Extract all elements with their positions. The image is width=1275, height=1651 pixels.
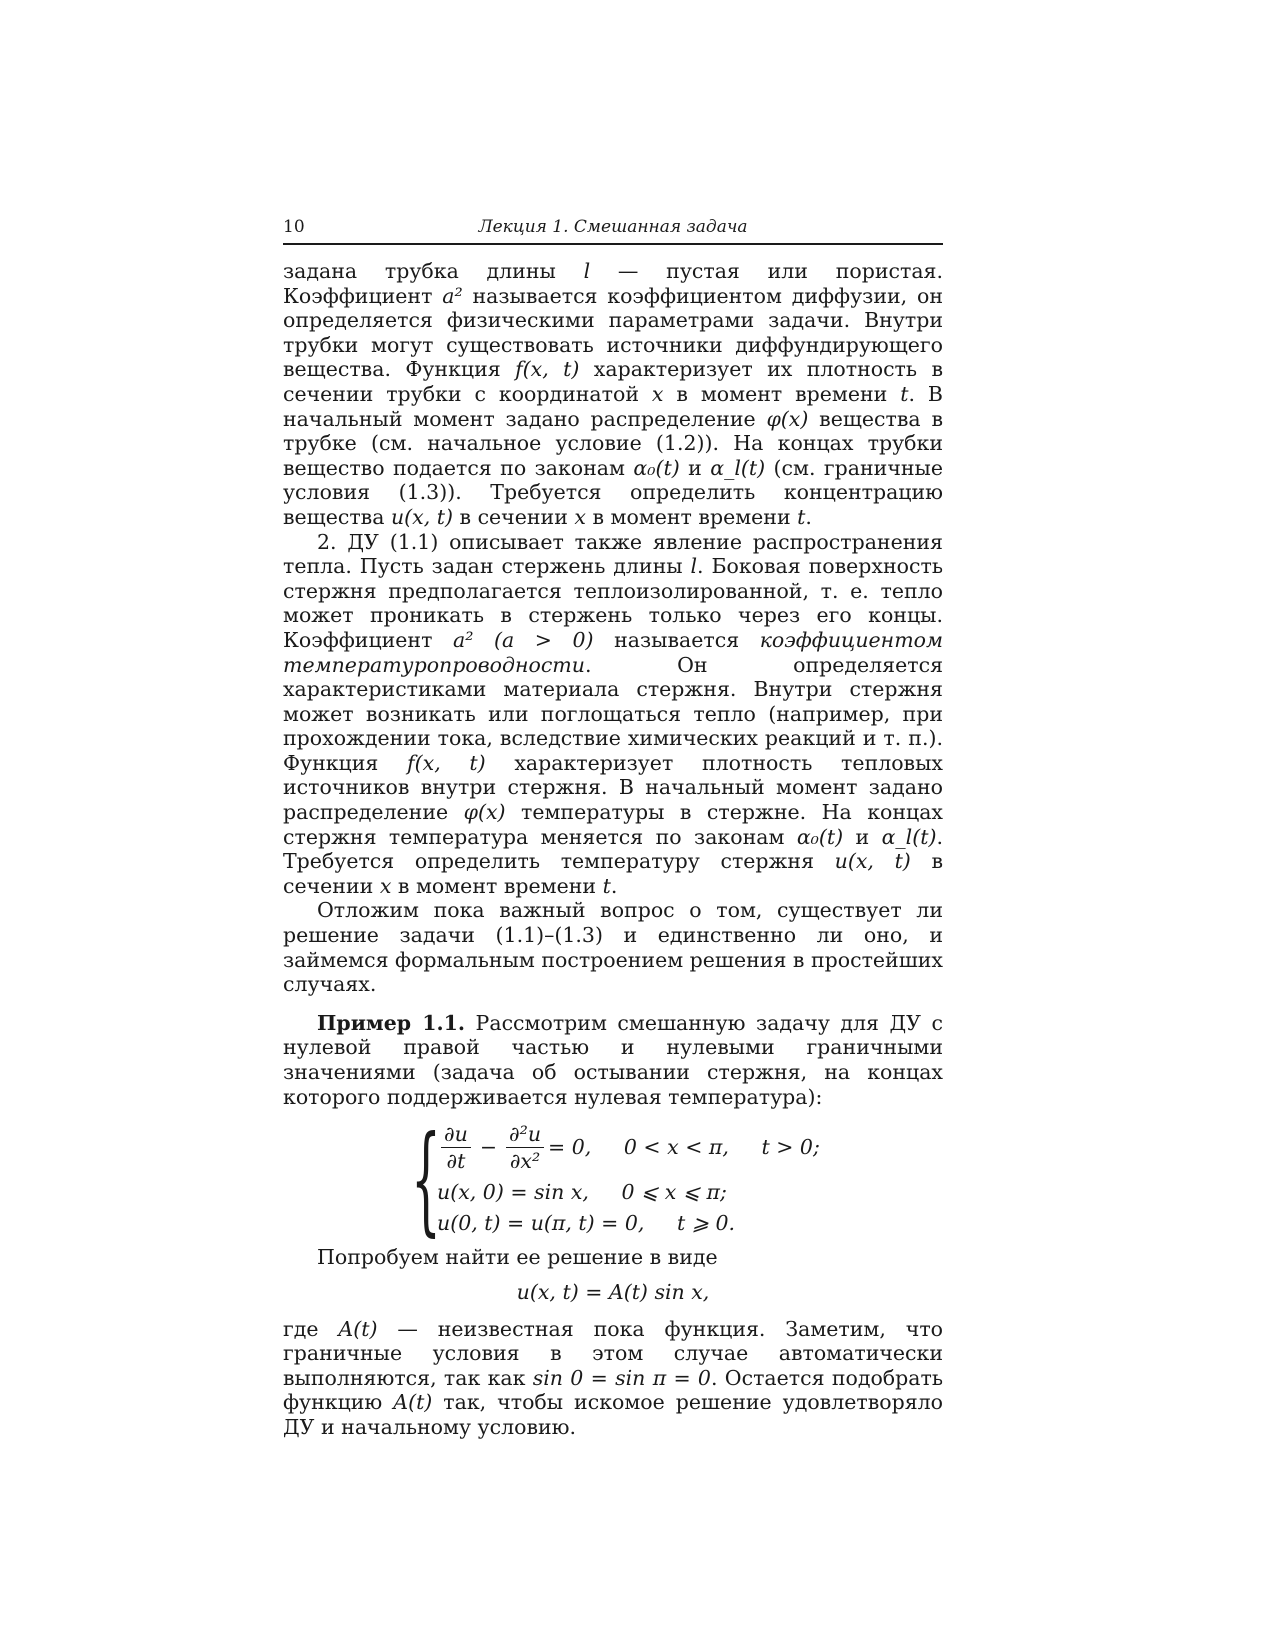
document-page [283, 215, 943, 1440]
math-f-x-t: f(x, t) [515, 357, 580, 382]
page-number: 10 [283, 217, 305, 237]
fraction-d2u-dx2: $\frac{\text{∂²u}}{\text{∂x²}}$ [506, 1121, 544, 1174]
math-a-positive: (a > 0) [494, 627, 594, 652]
math-u-x-t: u(x, t) [390, 504, 453, 529]
math-x: x [379, 873, 392, 898]
math-phi-x: φ(x) [766, 406, 809, 431]
paragraph-postpone: Отложим пока важный вопрос о том, существует ли решение задачи (1.1)–(1.3) и единственно ли оно, и займемся формальным построением решения в простейших случаях. [283, 898, 943, 997]
math-f-x-t: f(x, t) [407, 750, 486, 775]
math-alphal-t: α_l(t) [881, 824, 937, 849]
math-l: l [583, 259, 591, 283]
solution-form-equation: u(x, t) = A(t) sin x, [516, 1279, 710, 1304]
paragraph-try-solution: Попробуем найти ее решение в виде [317, 1245, 718, 1270]
math-alpha0-t: α₀(t) [796, 824, 844, 849]
math-t: t [797, 504, 806, 529]
fraction-du-dt: $\frac{\partial u}{\partial t}$ [441, 1121, 471, 1174]
running-title: Лекция 1. Смешанная задача [478, 217, 748, 237]
math-A-t: A(t) [393, 1390, 433, 1415]
math-l: l [690, 554, 698, 579]
example-text: Рассмотрим смешанную задачу для ДУ с нулевой правой частью и нулевыми граничными значениями (задача об остывании стержня, на концах которого поддерживается нулевая температура): [283, 1010, 943, 1109]
math-alpha0-t: α₀(t) [633, 455, 680, 480]
pde-conditions: = 0, 0 < x < π, t > 0; [548, 1135, 820, 1160]
math-a-squared: a² [452, 627, 474, 652]
term-thermal-diffusivity: коэффициентом температуропроводности [283, 627, 943, 677]
paragraph-where: где A(t) — неизвестная пока функция. Заметим, что граничные условия в этом случае автоматически выполняются, так как sin 0 = sin π = 0. Остается подобрать функцию A(t) так, чтобы искомое решение удовлетворяло ДУ и начальному условию. [283, 1316, 944, 1439]
math-a-squared: a² [442, 283, 463, 308]
math-sin-identity: sin 0 = sin π = 0 [532, 1365, 711, 1390]
example-label: Пример 1.1. [317, 1010, 466, 1035]
math-phi-x: φ(x) [463, 800, 506, 825]
math-x: x [574, 504, 586, 529]
equation-row-pde: $\frac{\partial u}{\partial t}$ − $\frac{\text{∂²u}}{\text{∂x²}}$ = 0, 0 < x < π, t > 0; [437, 1121, 820, 1174]
math-alphal-t: α_l(t) [710, 455, 766, 480]
math-A-t: A(t) [338, 1316, 378, 1341]
math-x: x [651, 381, 664, 406]
equation-row-initial: u(x, 0) = sin x, 0 ⩽ x ⩽ π; [437, 1180, 727, 1205]
math-t: t [602, 873, 611, 898]
math-u-x-t: u(x, t) [834, 849, 911, 874]
equation-row-boundary: u(0, t) = u(π, t) = 0, t ⩾ 0. [437, 1210, 736, 1235]
equation-system [411, 1111, 943, 1249]
left-brace: { [411, 1111, 441, 1249]
math-t: t [900, 381, 909, 406]
paragraph-diffusion: задана трубка длины l — пустая или пористая. Коэффициент a² называется коэффициентом диффузии, он определяется физическими параметрами задачи. Внутри трубки могут существовать источники диффундирующего вещества. Функция f(x, t) характеризует их плотность в сечении трубки с координатой x в момент времени t. В начальный момент задано распределение φ(x) вещества в трубке (см. начальное условие (1.2)). На концах трубки вещество подается по законам α₀(t) и α_l(t) (см. граничные условия (1.3)). Требуется определить концентрацию вещества u(x, t) в сечении x в момент времени t. [283, 259, 944, 529]
example-paragraph [283, 1011, 943, 1109]
running-head [283, 215, 943, 239]
header-rule [283, 243, 943, 245]
paragraph-heat: 2. ДУ (1.1) описывает также явление распространения тепла. Пусть задан стержень длины l. Боковая поверхность стержня предполагается теплоизолированной, т. е. тепло может проникать в стержень только через его концы. Коэффициент a² (a > 0) называется коэффициентом температуропроводности. Он определяется характеристиками материала стержня. Внутри стержня может возникать или поглощаться тепло (например, при прохождении тока, вследствие химических реакций и т. п.). Функция f(x, t) характеризует плотность тепловых источников внутри стержня. В начальный момент задано распределение φ(x) температуры в стержне. На концах стержня температура меняется по законам α₀(t) и α_l(t). Требуется определить температуру стержня u(x, t) в сечении x в момент времени t. [283, 529, 943, 898]
